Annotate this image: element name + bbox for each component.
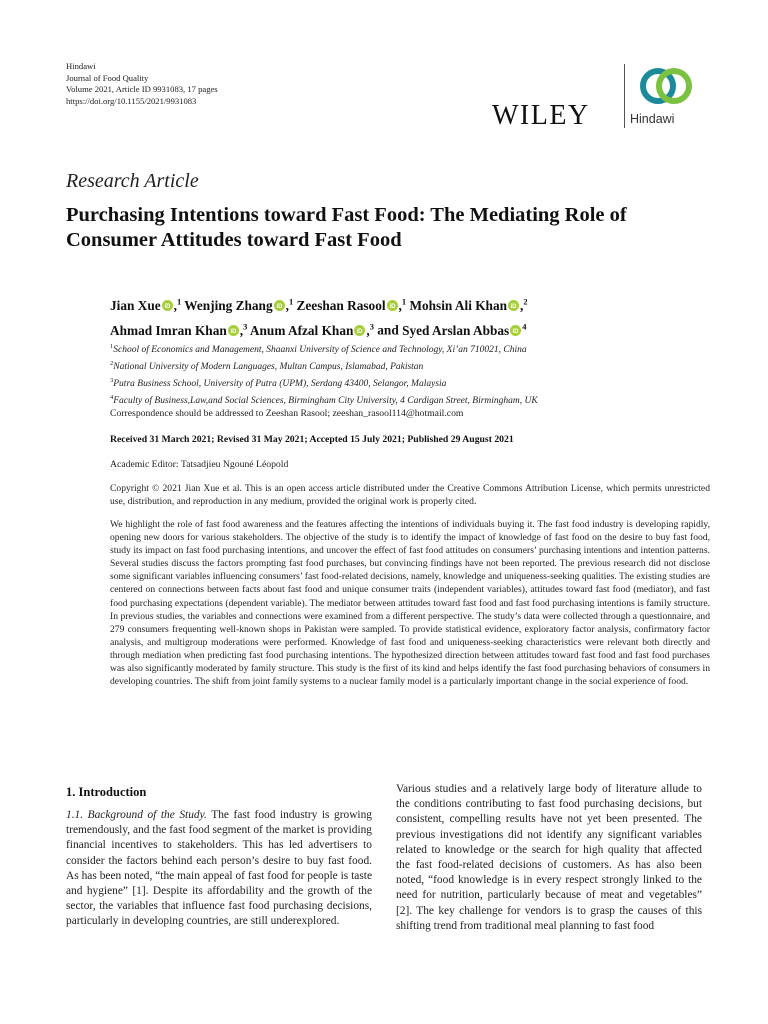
author[interactable]: Wenjing Zhang iD ,$^1$ (184, 297, 294, 314)
svg-text:iD: iD (510, 304, 517, 311)
orcid-icon[interactable] (508, 300, 519, 311)
orcid-icon[interactable] (387, 300, 398, 311)
journal-name: Journal of Food Quality (66, 72, 149, 83)
subsection-heading: 1.1. Background of the Study. (66, 809, 207, 821)
affiliation: $^3$Putra Business School, University of Putra (UPM), Serdang 43400, Selangor, Malaysia (110, 377, 447, 390)
orcid-icon[interactable] (228, 325, 239, 336)
affiliation: $^1$School of Economics and Management, Shaanxi University of Science and Technology, Xi’an 710021, China (110, 343, 527, 356)
hindawi-logo-icon (638, 64, 694, 108)
publisher-branding (492, 62, 712, 132)
journal-meta (66, 61, 218, 107)
author-connector: and (377, 322, 399, 338)
publication-dates: Received 31 March 2021; Revised 31 May 2021; Accepted 15 July 2021; Published 29 August 2021 (110, 434, 514, 445)
doi-link[interactable]: https://doi.org/10.1155/2021/9931083 (66, 95, 197, 106)
orcid-icon[interactable] (354, 325, 365, 336)
orcid-icon[interactable] (510, 325, 521, 336)
svg-text:iD: iD (230, 328, 237, 335)
body-column-right (396, 782, 702, 934)
publisher-name: Hindawi (66, 61, 96, 71)
hindawi-wordmark: Hindawi (630, 112, 675, 126)
author[interactable]: Ahmad Imran Khan iD ,$^3$ (110, 321, 248, 338)
body-text: Various studies and a relatively large body of literature allude to the conditions contributing to fast food purchasing decisions, but consistent, compelling results have not yet been presented. The previous investigations did not identify any significant variables related to knowledge or the search for high quality that affected the fast food-related decisions of customers. As has also been noted, “food knowledge is in every respect strongly linked to the need for nutrition, particularly because of meat and vegetables” [2]. The key challenge for vendors is to grasp the causes of this shifting trend from traditional meal planning to fast food (396, 783, 702, 932)
svg-text:iD: iD (512, 328, 519, 335)
svg-text:iD: iD (164, 304, 171, 311)
volume-line: Volume 2021, Article ID 9931083, 17 pages (66, 84, 218, 94)
orcid-icon[interactable] (274, 300, 285, 311)
author[interactable]: Zeeshan Rasool iD ,$^1$ (296, 297, 407, 314)
svg-text:iD: iD (276, 304, 283, 311)
author[interactable]: Mohsin Ali Khan iD ,$^2$ (409, 297, 528, 314)
body-text: The fast food industry is growing tremendously, and the fast food segment of the market is providing financial incentives to stakeholders. This has led advertisers to consider the factors behind each person’s desire to buy fast food. As has been noted, “the main appeal of fast food for people is taste and hygiene” [1]. Despite its affordability and the growth of the sector, the variables that influence fast food purchasing decisions, particularly in developing countries, are still underexplored. (66, 809, 372, 928)
academic-editor: Academic Editor: Tatsadjieu Ngouné Léopold (110, 459, 289, 470)
section-heading-introduction: 1. Introduction (66, 785, 147, 799)
body-column-left (66, 808, 372, 930)
svg-text:iD: iD (389, 304, 396, 311)
author[interactable]: Jian Xue iD ,$^1$ (110, 297, 182, 314)
brand-divider (624, 64, 625, 128)
abstract: We highlight the role of fast food awareness and the features affecting the intentions of individuals buying it. The fast food industry is developing rapidly, opening new doors for various stakeholders. The objective of the study is to identify the impact of knowledge of fast food on the desire to buy fast food, study its impact on fast food purchasing intentions, and uncover the effect of fast food attitudes on consumers’ purchasing intentions and intention patterns. Several studies discuss the factors prompting fast food purchases, but convincing findings have not been reported. The previous research did not disclose some significant variables influencing consumers’ fast food-related decisions, namely, knowledge and uniqueness-seeking qualities. The existing studies are centered on connections between facts about fast food and unique consumer traits (independent variables), attitudes toward fast food (mediator), and fast food purchasing expectations (dependent variable). The mediator between attitudes toward fast food and fast food purchasing intentions is family structure. In previous studies, the variables and connections were examined from a different perspective. The study’s data were collected through a questionnaire, and 279 consumers frequenting well-known shops in Pakistan were sampled. To provide statistical evidence, exploratory factor analysis, confirmatory factor analysis, and multigroup moderations were performed. Knowledge of fast food and uniqueness-seeking characteristics were relevant both directly and through mediation when predicting fast food purchasing intentions. The hypothesized direction between attitudes toward fast food and fast food purchases was also significantly moderated by family structure. This study is the first of its kind and helps identify the fast food purchasing behaviors of consumers in developing countries. The shift from joint family systems to a nuclear family model is a particularly important change in the social experience of food. (110, 519, 710, 688)
author[interactable]: Syed Arslan Abbas iD $^4$ (402, 321, 527, 338)
affiliation: $^2$National University of Modern Languages, Multan Campus, Islamabad, Pakistan (110, 360, 424, 373)
svg-text:iD: iD (356, 328, 363, 335)
affiliations (110, 340, 730, 409)
author-list (110, 292, 710, 341)
orcid-icon[interactable] (162, 300, 173, 311)
article-title: Purchasing Intentions toward Fast Food: The Mediating Role of Consumer Attitudes toward Fast Food (66, 204, 627, 251)
author[interactable]: Anum Afzal Khan iD ,$^3$ (249, 321, 374, 338)
article-type: Research Article (66, 170, 199, 192)
copyright-notice: Copyright © 2021 Jian Xue et al. This is an open access article distributed under the Creative Commons Attribution License, which permits unrestricted use, distribution, and reproduction in any medium, provided the original work is properly cited. (110, 483, 710, 507)
wiley-logo: WILEY (492, 100, 590, 131)
correspondence: Correspondence should be addressed to Zeeshan Rasool; zeeshan_rasool114@hotmail.com (110, 408, 464, 419)
affiliation: $^4$Faculty of Business,Law,and Social Sciences, Birmingham City University, 4 Cardigan Street, Birmingham, UK (110, 394, 538, 407)
